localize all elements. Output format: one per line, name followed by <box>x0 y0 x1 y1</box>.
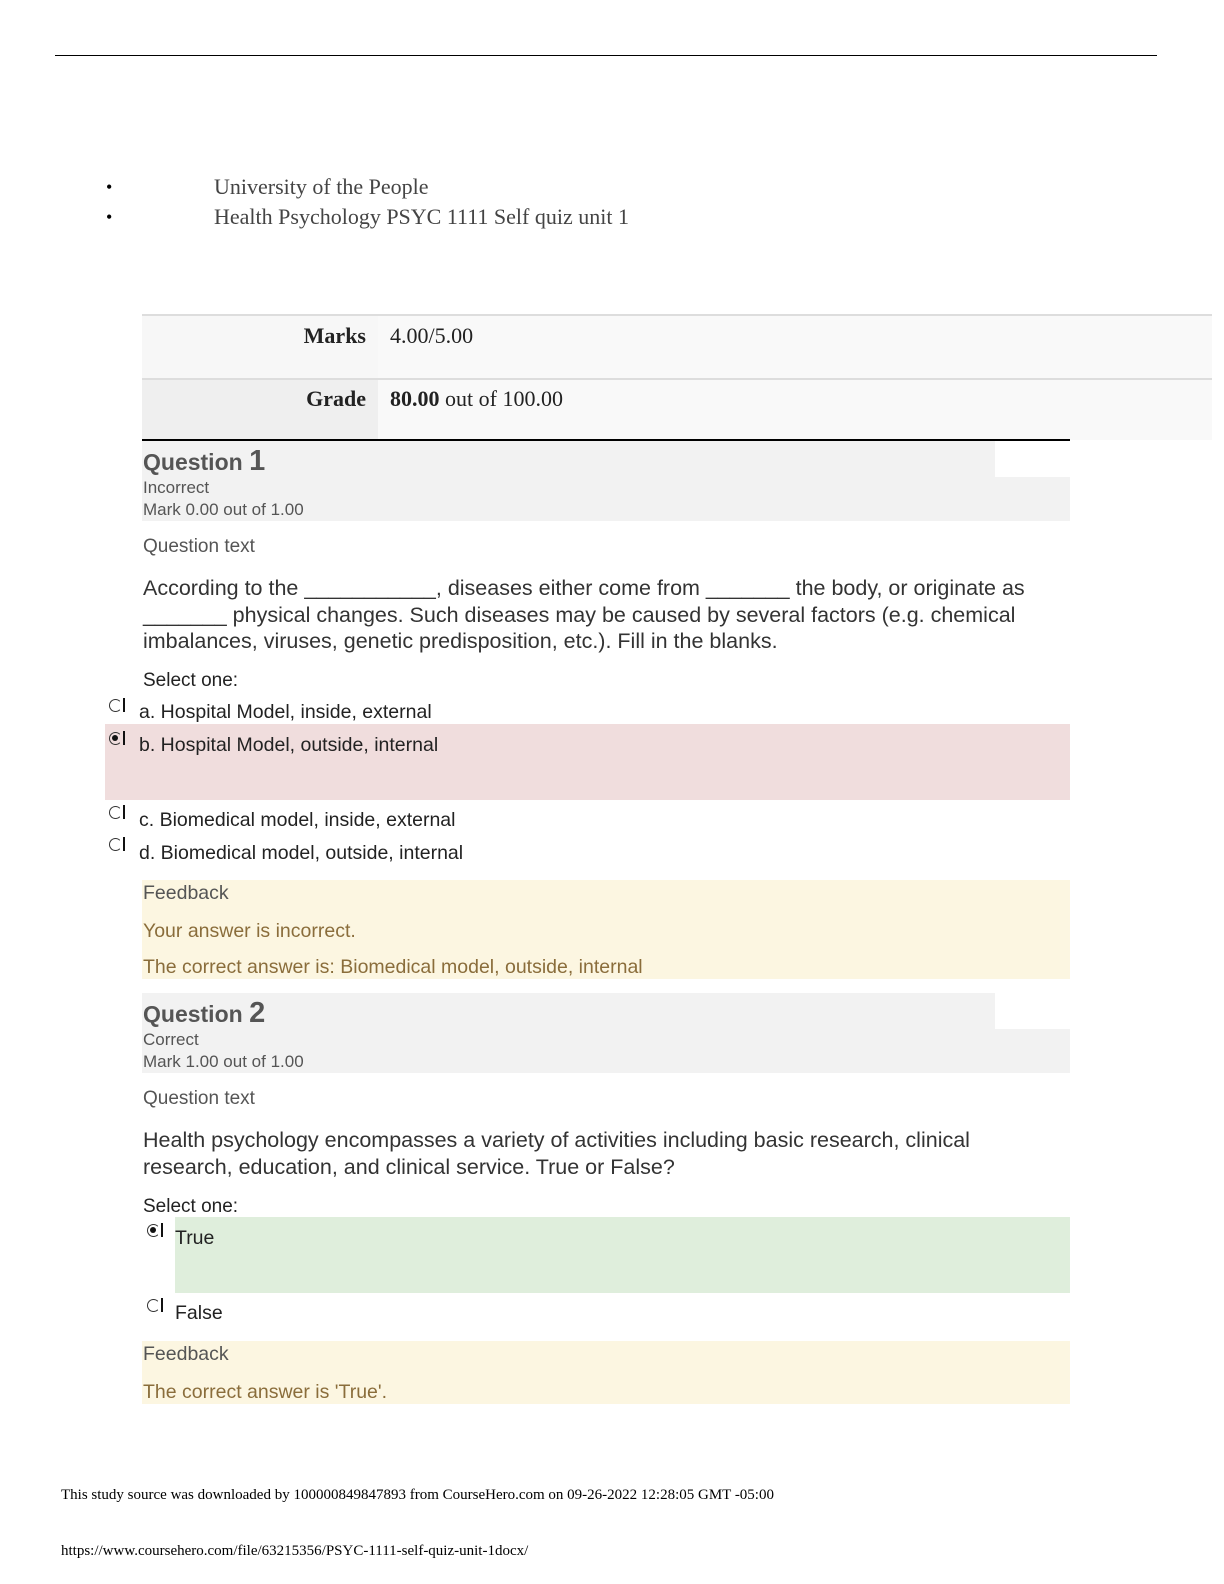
question-2-state: Correct <box>143 1030 199 1049</box>
question-1-feedback <box>142 880 1070 979</box>
question-header-bg <box>142 993 995 1029</box>
question-1-grade: Mark 0.00 out of 1.00 <box>143 500 304 519</box>
radio-unchecked-icon[interactable] <box>147 1299 160 1312</box>
question-header-bg <box>142 441 995 477</box>
question-number: 2 <box>249 997 266 1029</box>
answer-label: True <box>175 1227 215 1249</box>
grade-score: 80.00 <box>390 386 440 411</box>
answer-label: d. Biomedical model, outside, internal <box>139 842 464 864</box>
breadcrumb-item[interactable] <box>0 200 629 230</box>
correct-answer-message: The correct answer is: Biomedical model, outside, internal <box>143 956 643 978</box>
question-text-label: Question text <box>143 536 255 557</box>
question-2-feedback <box>142 1341 1070 1404</box>
bullet-icon: • <box>106 177 113 197</box>
question-2-grade: Mark 1.00 out of 1.00 <box>143 1052 304 1071</box>
feedback-message: Your answer is incorrect. <box>143 920 356 942</box>
question-2-info <box>142 993 1070 1073</box>
question-2-text: Health psychology encompasses a variety of activities including basic research, clinical research, education, and clinical service. True or False? <box>143 1128 970 1179</box>
breadcrumb <box>0 170 629 230</box>
radio-checked-icon[interactable] <box>109 732 122 745</box>
quiz-summary-table <box>142 314 1212 440</box>
radio-unchecked-icon[interactable] <box>109 806 122 819</box>
question-word: Question <box>143 449 243 475</box>
download-source-note: This study source was downloaded by 100000849847893 from CourseHero.com on 09-26-2022 12:28:05 GMT -05:00 <box>61 1487 774 1503</box>
breadcrumb-item[interactable] <box>0 170 629 200</box>
top-rule <box>55 55 1157 56</box>
answer-label: b. Hospital Model, outside, internal <box>139 734 439 756</box>
answer-label: c. Biomedical model, inside, external <box>139 809 456 831</box>
answer-label: False <box>175 1302 223 1324</box>
grade-label: Grade <box>142 380 378 440</box>
answer-option-c[interactable] <box>105 804 1070 834</box>
breadcrumb-item-label[interactable]: Health Psychology PSYC 1111 Self quiz unit 1 <box>214 204 629 229</box>
question-1-state: Incorrect <box>143 478 210 497</box>
question-1-text: According to the ___________, diseases either come from _______ the body, or originate as _______ physical changes. Such diseases may be caused by several factors (e.g. chemical imbalances, viruses, genetic predisposition, etc.). Fill in the blanks. <box>143 576 1025 653</box>
summary-row-marks <box>142 314 1212 378</box>
bullet-icon: • <box>106 207 113 227</box>
select-one-prompt: Select one: <box>143 1196 239 1217</box>
source-url[interactable]: https://www.coursehero.com/file/63215356/PSYC-1111-self-quiz-unit-1docx/ <box>61 1543 529 1559</box>
grade-total: out of 100.00 <box>439 386 563 411</box>
correct-answer-message: The correct answer is 'True'. <box>143 1381 388 1403</box>
question-text-label: Question text <box>143 1088 255 1109</box>
radio-unchecked-icon[interactable] <box>109 838 122 851</box>
answer-option-a[interactable] <box>105 697 1070 724</box>
answer-label: a. Hospital Model, inside, external <box>139 701 432 723</box>
marks-label: Marks <box>142 316 378 378</box>
radio-unchecked-icon[interactable] <box>109 699 122 712</box>
question-word: Question <box>143 1001 243 1027</box>
grade-value <box>378 380 1212 440</box>
correct-answer-highlight <box>175 1217 1070 1293</box>
marks-value: 4.00/5.00 <box>378 316 1212 378</box>
question-2-title <box>143 997 265 1030</box>
question-number: 1 <box>249 445 266 477</box>
answer-option-b-selected-incorrect[interactable] <box>105 724 1070 800</box>
question-1-info <box>142 441 1070 521</box>
feedback-label: Feedback <box>143 1343 229 1365</box>
feedback-label: Feedback <box>143 882 229 904</box>
question-1-title <box>143 445 265 478</box>
summary-row-grade <box>142 378 1212 440</box>
answer-option-d[interactable] <box>105 836 1070 866</box>
radio-checked-icon[interactable] <box>147 1224 160 1237</box>
answer-option-true-selected-correct[interactable] <box>142 1217 1070 1293</box>
breadcrumb-item-label[interactable]: University of the People <box>214 174 429 199</box>
select-one-prompt: Select one: <box>143 670 239 691</box>
answer-option-false[interactable] <box>142 1296 1070 1326</box>
